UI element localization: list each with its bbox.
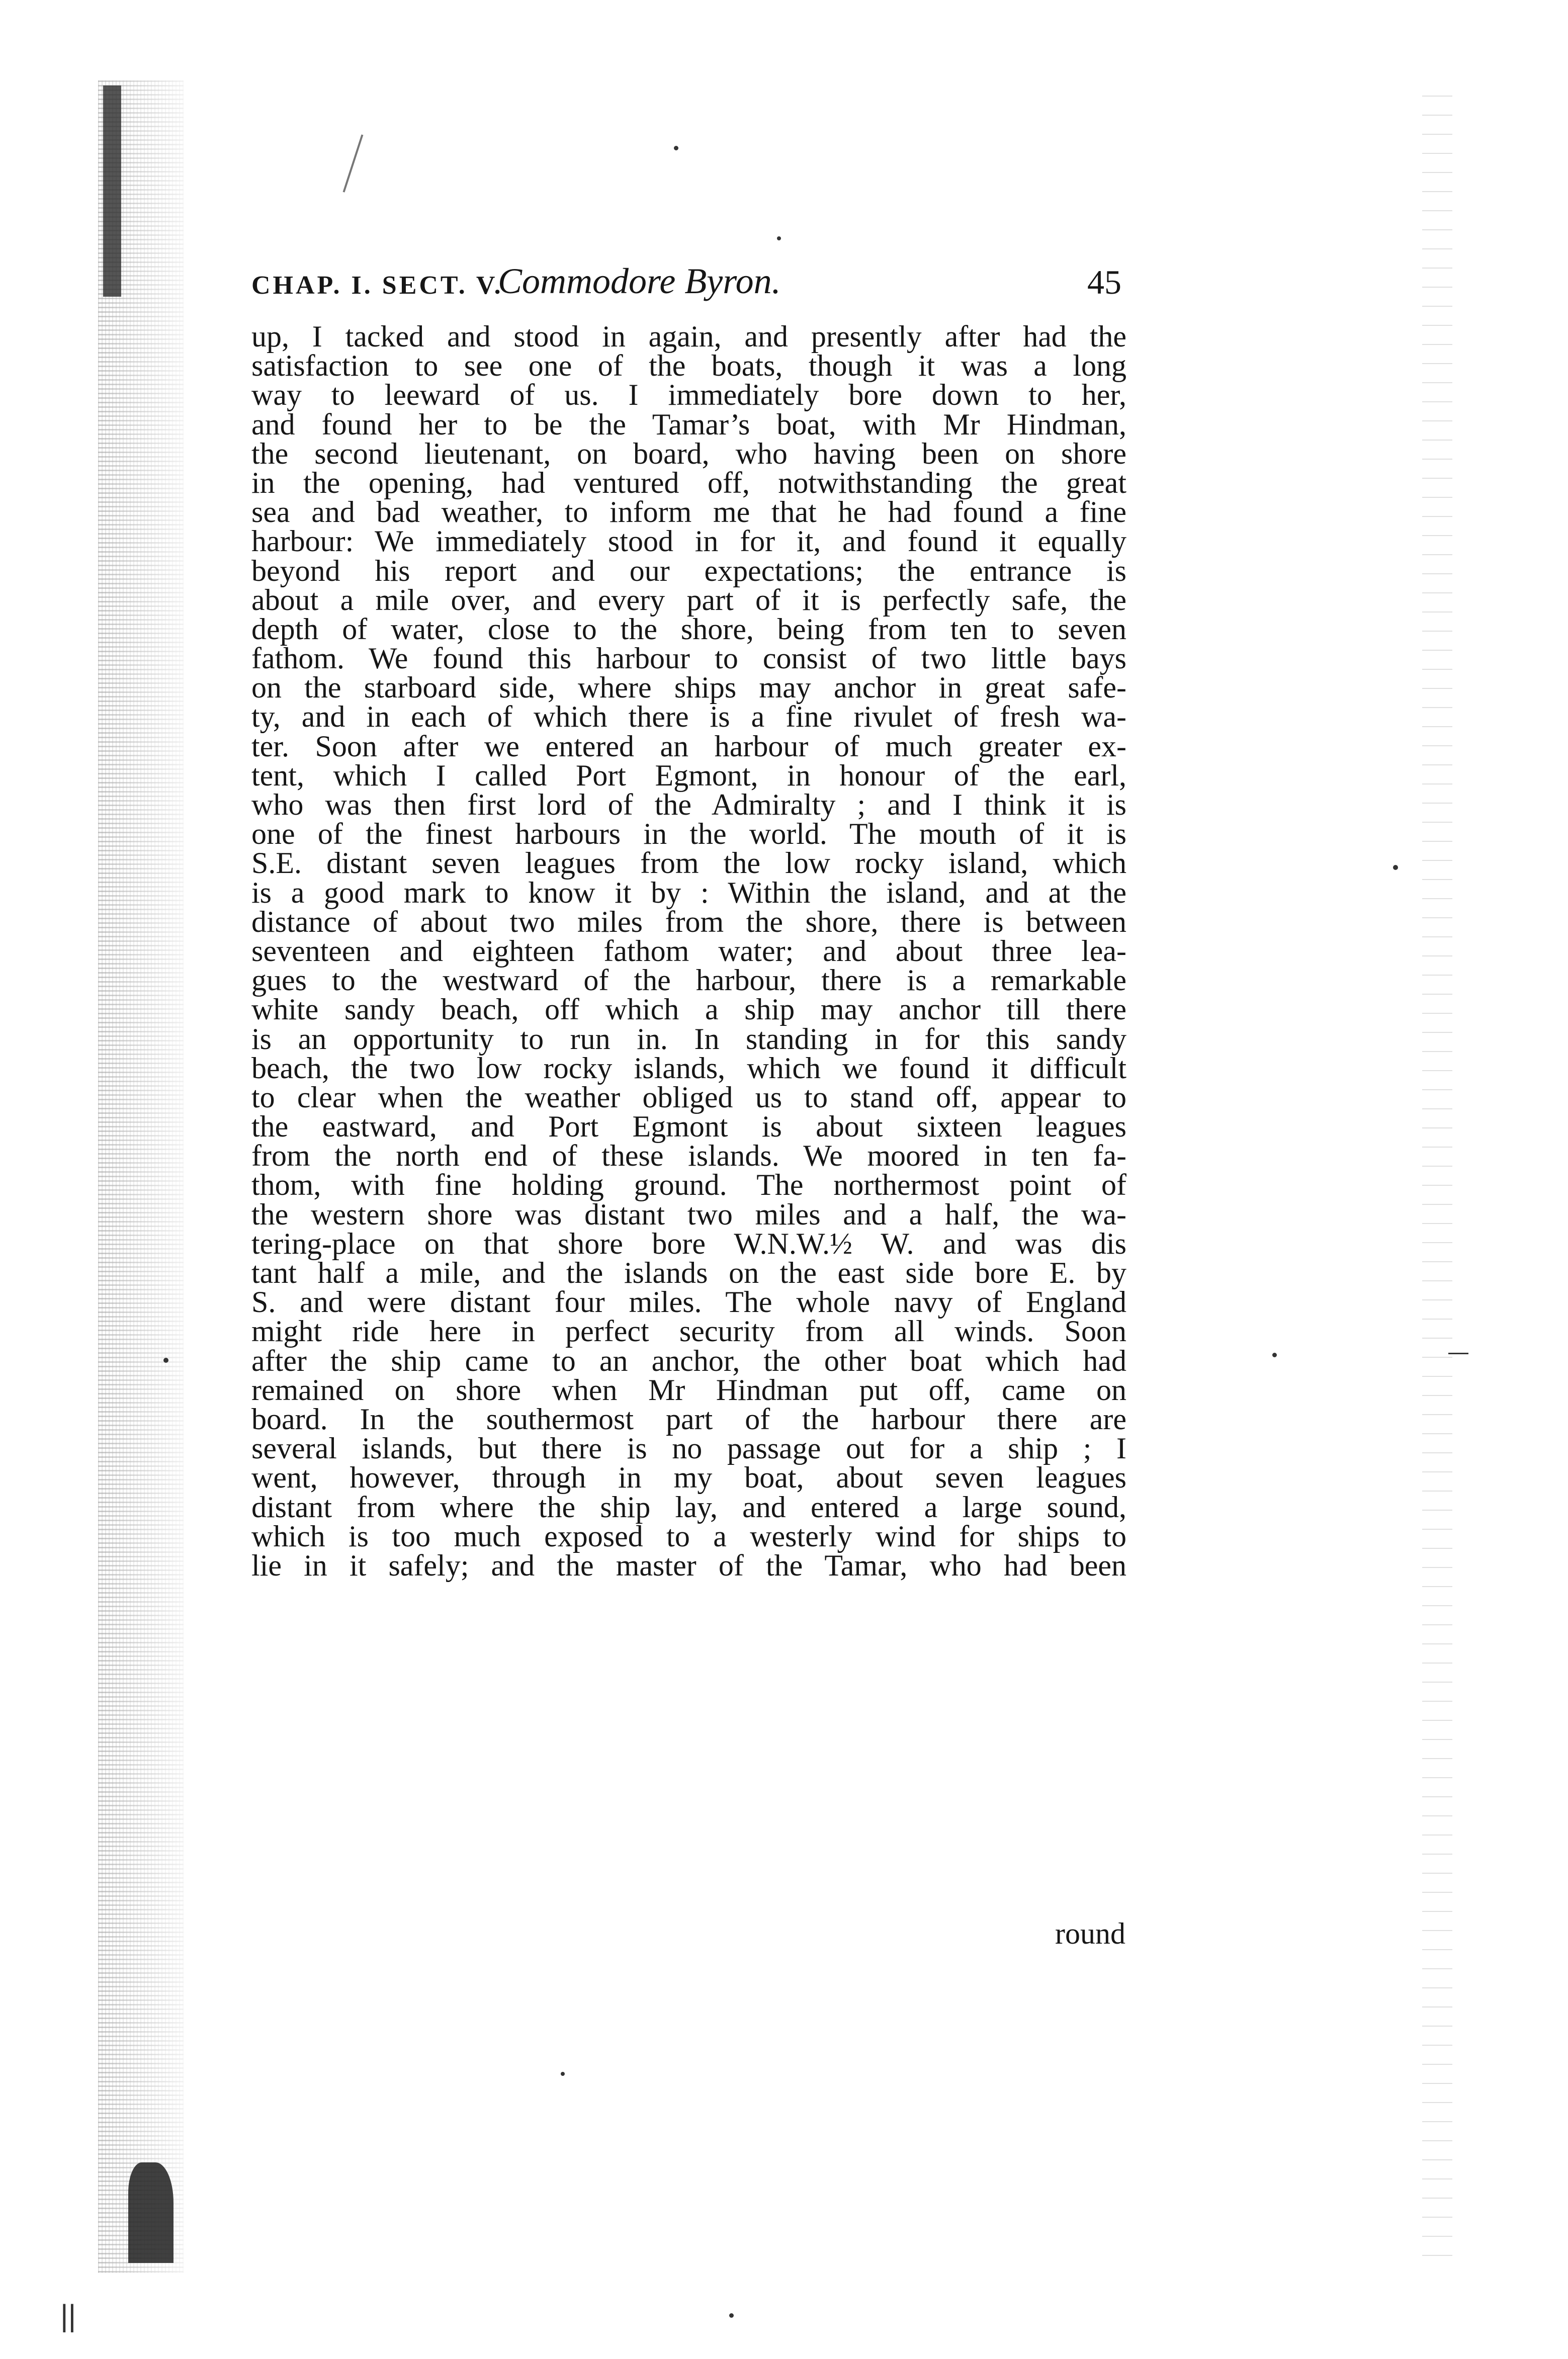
text-line: about a mile over, and every part of it is perfectly safe, the: [251, 583, 1126, 617]
text-line: seventeen and eighteen fathom water; and about three lea-: [251, 934, 1126, 968]
text-line: from the north end of these islands. We moored in ten fa-: [251, 1139, 1126, 1173]
text-line: and found her to be the Tamar’s boat, with Mr Hindman,: [251, 407, 1126, 441]
text-line: way to leeward of us. I immediately bore down to her,: [251, 378, 1126, 412]
ink-speck: [674, 146, 678, 150]
spine-dark-edge-top: [103, 85, 121, 297]
ink-speck: [777, 236, 781, 240]
text-line: white sandy beach, off which a ship may anchor till there: [251, 993, 1126, 1026]
text-line: depth of water, close to the shore, being from ten to seven: [251, 612, 1126, 646]
text-line: ty, and in each of which there is a fine rivulet of fresh wa-: [251, 700, 1126, 734]
text-line: beach, the two low rocky islands, which we found it difficult: [251, 1051, 1126, 1085]
ink-speck: [163, 1358, 168, 1363]
text-line: thom, with fine holding ground. The northermost point of: [251, 1168, 1126, 1202]
text-line: fathom. We found this harbour to consist of two little bays: [251, 642, 1126, 675]
text-line: distance of about two miles from the shore, there is between: [251, 905, 1126, 938]
text-line: satisfaction to see one of the boats, though it was a long: [251, 349, 1126, 383]
text-line: is an opportunity to run in. In standing in for this sandy: [251, 1022, 1126, 1056]
text-line: distant from where the ship lay, and entered a large sound,: [251, 1490, 1126, 1524]
chapter-section-label: CHAP. I. SECT. V.: [251, 271, 503, 300]
text-line: beyond his report and our expectations; the entrance is: [251, 554, 1126, 587]
right-page-edge: [1422, 96, 1452, 2258]
ink-speck: [1272, 1353, 1277, 1357]
text-line: the eastward, and Port Egmont is about sixteen leagues: [251, 1110, 1126, 1144]
page-spine-shadow: [98, 80, 184, 2273]
spine-dark-edge-bottom: [128, 2162, 173, 2263]
text-line: tant half a mile, and the islands on the east side bore E. by: [251, 1256, 1126, 1289]
ink-speck: [729, 2313, 734, 2318]
text-line: gues to the westward of the harbour, there is a remarkable: [251, 964, 1126, 997]
ink-speck: [1448, 1353, 1468, 1354]
text-line: on the starboard side, where ships may anchor in great safe-: [251, 671, 1126, 705]
margin-mark: ||: [60, 2299, 76, 2332]
text-line: to clear when the weather obliged us to stand off, appear to: [251, 1080, 1126, 1114]
text-line: the second lieutenant, on board, who having been on shore: [251, 436, 1126, 470]
text-line: the western shore was distant two miles and a half, the wa-: [251, 1197, 1126, 1231]
text-line: remained on shore when Mr Hindman put off, came on: [251, 1373, 1126, 1407]
text-line: up, I tacked and stood in again, and presently after had the: [251, 320, 1126, 353]
text-line: tering-place on that shore bore W.N.W.½ W. and was dis: [251, 1227, 1126, 1260]
text-line: sea and bad weather, to inform me that he had found a fine: [251, 495, 1126, 529]
text-line: went, however, through in my boat, about seven leagues: [251, 1461, 1126, 1495]
text-line: who was then first lord of the Admiralty ; and I think it is: [251, 788, 1126, 821]
text-line: board. In the southermost part of the harbour there are: [251, 1402, 1126, 1436]
text-line: tent, which I called Port Egmont, in honour of the earl,: [251, 758, 1126, 792]
catchword: round: [1055, 1917, 1125, 1950]
ink-speck: [561, 2072, 565, 2076]
text-line: ter. Soon after we entered an harbour of much greater ex-: [251, 729, 1126, 763]
text-line: is a good mark to know it by : Within the island, and at the: [251, 876, 1126, 909]
body-text: [251, 322, 1126, 1580]
text-line: might ride here in perfect security from all winds. Soon: [251, 1315, 1126, 1348]
text-line: in the opening, had ventured off, notwithstanding the great: [251, 466, 1126, 499]
text-line: lie in it safely; and the master of the Tamar, who had been: [251, 1548, 1126, 1582]
text-line: harbour: We immediately stood in for it, and found it equally: [251, 525, 1126, 558]
running-head: [251, 254, 1126, 309]
ink-speck: [1393, 865, 1398, 870]
text-line: which is too much exposed to a westerly wind for ships to: [251, 1519, 1126, 1553]
running-title: Commodore Byron.: [498, 261, 781, 301]
text-line: S. and were distant four miles. The whole navy of England: [251, 1285, 1126, 1319]
text-line: one of the finest harbours in the world. The mouth of it is: [251, 817, 1126, 851]
page-number: 45: [1087, 263, 1121, 301]
text-line: after the ship came to an anchor, the other boat which had: [251, 1344, 1126, 1377]
text-line: several islands, but there is no passage out for a ship ; I: [251, 1432, 1126, 1465]
pencil-mark: [343, 134, 364, 192]
text-line: S.E. distant seven leagues from the low rocky island, which: [251, 846, 1126, 880]
